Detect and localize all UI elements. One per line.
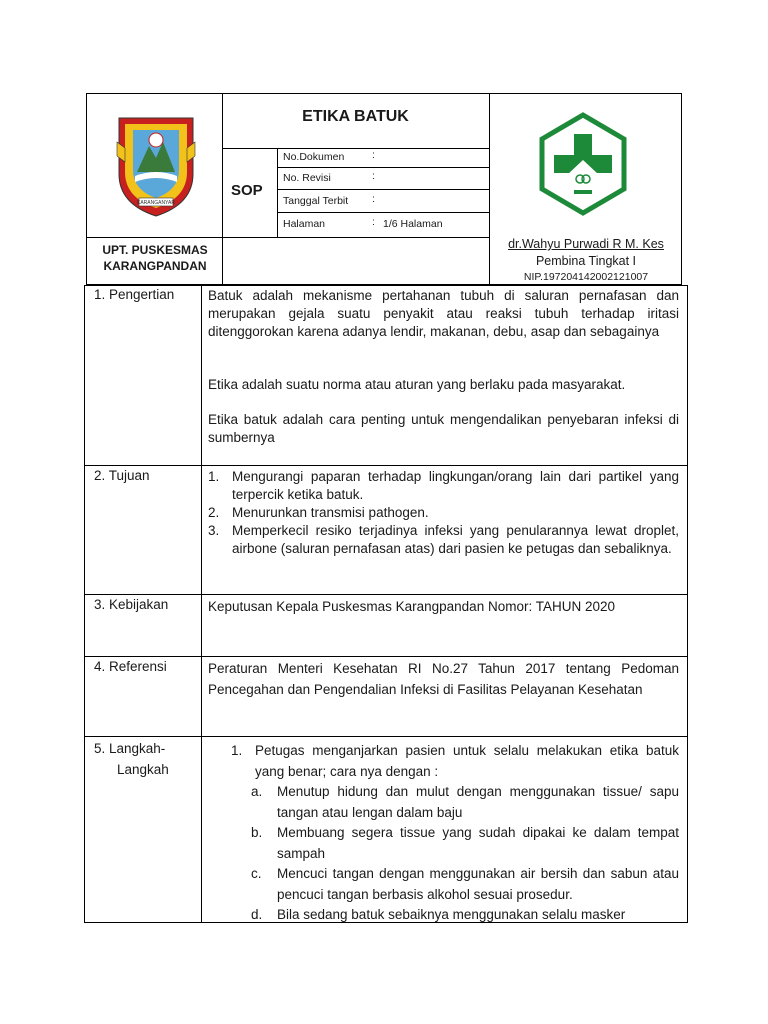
organization-line-1: UPT. PUSKESMAS — [102, 243, 208, 257]
sub-step-letter: b. — [251, 825, 263, 840]
section-label-pengertian: 1. Pengertian — [94, 287, 175, 302]
section-label-tujuan: 2. Tujuan — [94, 468, 150, 483]
step-item — [231, 741, 679, 782]
regency-crest-icon — [115, 112, 197, 220]
sub-step-letter: c. — [251, 866, 262, 881]
sub-step-item — [251, 905, 679, 926]
sub-step-text: Membuang segera tissue yang sudah dipakai ke dalam tempat sampah — [277, 825, 679, 861]
sub-step-item — [251, 864, 679, 905]
logo-banner: KARANGANYAR — [137, 200, 175, 206]
section-label-langkah-2: Langkah — [117, 762, 169, 777]
signer-nip: NIP.197204142002121007 — [523, 271, 649, 283]
sub-step-text: Mencuci tangan dengan menggunakan air bersih dan sabun atau pencuci tangan berbasis alkohol sesuai prosedur. — [277, 866, 679, 902]
kebijakan-text: Keputusan Kepala Puskesmas Karangpandan Nomor: TAHUN 2020 — [208, 599, 615, 614]
list-number: 1. — [208, 469, 220, 484]
row-divider — [84, 656, 688, 657]
meta-label-no-dokumen: No.Dokumen — [283, 151, 345, 163]
meta-label-tanggal-terbit: Tanggal Terbit — [283, 195, 349, 207]
step-number: 1. — [231, 743, 243, 758]
meta-label-halaman: Halaman — [283, 218, 326, 230]
header-divider — [222, 148, 489, 149]
meta-separator: : — [372, 149, 375, 161]
body-column-divider — [201, 285, 202, 923]
list-text: Menurunkan transmisi pathogen. — [232, 505, 429, 520]
meta-value-halaman: 1/6 Halaman — [383, 218, 443, 230]
organization-line-2: KARANGPANDAN — [103, 259, 207, 273]
list-number: 3. — [208, 523, 220, 538]
signer-rank: Pembina Tingkat I — [535, 254, 637, 268]
row-divider — [84, 736, 688, 737]
referensi-text: Peraturan Menteri Kesehatan RI No.27 Tahun 2017 tentang Pedoman Pencegahan dan Pengendalian Infeksi di Fasilitas Pelayanan Kesehatan — [208, 661, 679, 697]
row-divider — [84, 594, 688, 595]
header-divider — [277, 167, 489, 168]
sub-step-text: Menutup hidung dan mulut dengan menggunakan tissue/ sapu tangan atau lengan dalam baju — [277, 784, 679, 820]
meta-separator: : — [372, 193, 375, 205]
list-item — [208, 468, 679, 504]
meta-label-no-revisi: No. Revisi — [283, 172, 331, 184]
section-label-langkah-1: 5. Langkah- — [94, 741, 166, 756]
document-title: ETIKA BATUK — [302, 108, 409, 125]
pengertian-paragraph: Batuk adalah mekanisme pertahanan tubuh di saluran pernafasan dan merupakan gejala suatu penyakit atau reaksi tubuh terhadap iritasi ditenggorokan karena adanya lendir, makanan, debu, asap dan sebagainya — [208, 288, 679, 339]
meta-separator: : — [372, 216, 375, 228]
sub-step-letter: d. — [251, 907, 263, 922]
row-divider — [84, 465, 688, 466]
list-item — [208, 504, 679, 522]
sop-label: SOP — [231, 182, 263, 199]
sub-step-list — [231, 782, 679, 926]
tujuan-list — [208, 468, 679, 558]
header-divider — [277, 148, 278, 237]
organization-name — [88, 242, 222, 274]
sub-step-item — [251, 782, 679, 823]
meta-separator: : — [372, 170, 375, 182]
sub-step-text: Bila sedang batuk sebaiknya menggunakan selalu masker — [277, 907, 626, 922]
pengertian-paragraph: Etika adalah suatu norma atau aturan yang berlaku pada masyarakat. — [208, 377, 626, 392]
pengertian-paragraph: Etika batuk adalah cara penting untuk mengendalikan penyebaran infeksi di sumbernya — [208, 412, 679, 445]
sub-step-letter: a. — [251, 784, 263, 799]
step-text: Petugas menganjarkan pasien untuk selalu melakukan etika batuk yang benar; cara nya dengan : — [255, 743, 679, 779]
list-number: 2. — [208, 505, 220, 520]
section-label-referensi: 4. Referensi — [94, 659, 167, 674]
list-item — [208, 522, 679, 558]
sub-step-item — [251, 823, 679, 864]
langkah-list — [231, 741, 679, 926]
signer-name: dr.Wahyu Purwadi R M. Kes — [508, 237, 664, 251]
header-divider — [86, 237, 489, 238]
header-divider — [277, 212, 489, 213]
list-text: Mengurangi paparan terhadap lingkungan/orang lain dari partikel yang terpercik ketika batuk. — [232, 469, 679, 502]
list-text: Memperkecil resiko terjadinya infeksi yang penularannya lewat droplet, airbone (saluran pernafasan atas) dari pasien ke petugas dan sebaliknya. — [232, 523, 679, 556]
header-divider — [277, 189, 489, 190]
puskesmas-cross-icon — [538, 112, 628, 216]
section-label-kebijakan: 3. Kebijakan — [94, 597, 169, 612]
